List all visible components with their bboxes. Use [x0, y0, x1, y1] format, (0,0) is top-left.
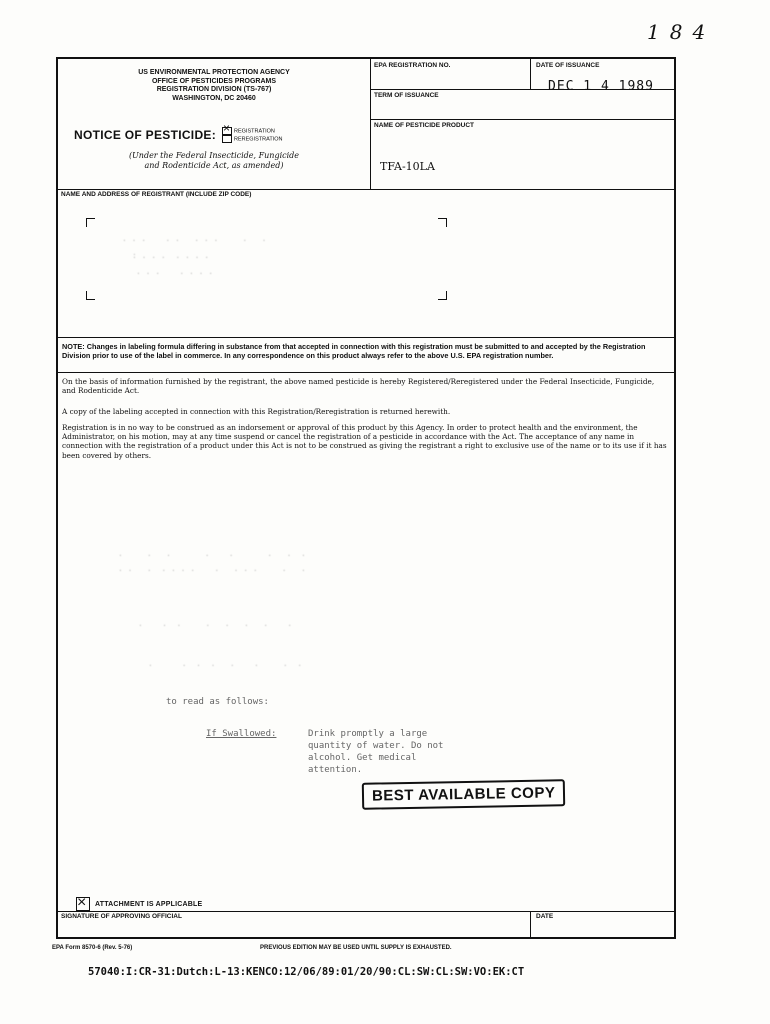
agency-block — [58, 69, 370, 103]
product-name-value: TFA-10LA — [380, 160, 435, 173]
redacted-address-line: . . . . . . . . . . — [122, 234, 267, 243]
reregistration-option-label: REREGISTRATION — [234, 136, 283, 143]
faded-text-line: . . . . . . . . — [148, 659, 303, 668]
address-corner-bl — [86, 291, 95, 300]
under-act-line2: and Rodenticide Act, as amended) — [144, 161, 284, 170]
registration-checkbox[interactable] — [222, 127, 232, 135]
signature-label: SIGNATURE OF APPROVING OFFICIAL — [61, 913, 182, 920]
term-rule — [370, 119, 674, 120]
note-text: NOTE: Changes in labeling formula differing in substance from that accepted in connection with this registration must be submitted to and accepted by the Registration Division prior to use of the label in commerce. In any correspondence on this product always refer to the above U.S. EPA registration number. — [62, 342, 646, 361]
document-code-line: 57040:I:CR-31:Dutch:L-13:KENCO:12/06/89:01/20/90:CL:SW:CL:SW:VO:EK:CT — [88, 966, 525, 978]
faded-text-line: . . . . . . . . — [138, 619, 293, 628]
if-swallowed-text-3: alcohol. Get medical — [308, 753, 417, 763]
agency-division: REGISTRATION DIVISION (TS-767) — [156, 86, 272, 93]
address-corner-tl — [86, 218, 95, 227]
date-of-issuance-value: DEC 1 4 1989 — [548, 79, 654, 94]
notice-title-row — [74, 127, 283, 144]
epa-reg-no-label: EPA REGISTRATION NO. — [374, 62, 451, 69]
notice-title: NOTICE OF PESTICIDE: — [74, 128, 217, 143]
agency-office: OFFICE OF PESTICIDES PROGRAMS — [151, 77, 277, 85]
reregistration-checkbox[interactable] — [222, 135, 232, 143]
if-swallowed-text-4: attention. — [308, 765, 363, 775]
if-swallowed-text-2: quantity of water. Do not — [308, 741, 444, 751]
disclaimer-paragraph: Registration is in no way to be construed as an indorsement or approval of this product by this Agency. In order to protect health and the environment, the Administrator, on his motion, may at any time suspend or cancel the registration of a pesticide in accordance with the Act. The acceptance of any name in connection with the registration of a product under this Act is not to be construed as giving the registrant a right to exclusive use of the name or to its use if it has been covered by others. — [62, 423, 667, 460]
header-divider — [370, 59, 371, 189]
note-bottom-rule — [58, 372, 674, 373]
signature-date-divider — [530, 911, 531, 939]
faded-instruction-line: to read as follows: — [166, 697, 269, 707]
date-divider — [530, 59, 531, 89]
labeling-paragraph: A copy of the labeling accepted in connection with this Registration/Reregistration is returned herewith. — [62, 407, 451, 416]
note-paragraph — [62, 342, 670, 360]
under-act-note — [58, 151, 370, 171]
previous-edition-note: PREVIOUS EDITION MAY BE USED UNTIL SUPPLY IS EXHAUSTED. — [260, 945, 452, 951]
faded-text-line: . . . . . . . . . . . . . — [118, 564, 306, 573]
under-act-line1: (Under the Federal Insecticide, Fungicide — [128, 151, 300, 160]
product-name-label: NAME OF PESTICIDE PRODUCT — [374, 122, 475, 129]
header-bottom-rule — [58, 189, 674, 190]
date-label: DATE — [536, 913, 554, 920]
attachment-label: ATTACHMENT IS APPLICABLE — [95, 900, 203, 908]
note-top-rule — [58, 337, 674, 338]
basis-paragraph: On the basis of information furnished by the registrant, the above named pesticide is hereby Registered/Reregistered under the Federal Insecticide, Fungicide, and Rodenticide Act. — [62, 377, 655, 396]
signature-rule — [58, 911, 674, 912]
registration-options — [222, 127, 283, 144]
registrant-label: NAME AND ADDRESS OF REGISTRANT (INCLUDE ZIP CODE) — [61, 191, 252, 198]
attachment-row — [76, 897, 202, 911]
best-available-copy-stamp: BEST AVAILABLE COPY — [362, 779, 566, 810]
registration-option-label: REGISTRATION — [234, 128, 275, 135]
agency-name: US ENVIRONMENTAL PROTECTION AGENCY — [138, 69, 290, 76]
redacted-address-line: : . . . . . . . — [132, 251, 210, 260]
attachment-checkbox[interactable] — [76, 897, 90, 911]
form-number: EPA Form 8570-6 (Rev. 5-76) — [52, 945, 133, 951]
redacted-address-line: . . . . . . . — [136, 267, 214, 276]
agency-address: WASHINGTON, DC 20460 — [172, 94, 256, 102]
page-mark: 184 — [647, 20, 716, 44]
faded-text-line: . . . . . . . . — [118, 549, 306, 558]
if-swallowed-label: If Swallowed: — [206, 729, 277, 739]
term-of-issuance-label: TERM OF ISSUANCE — [374, 92, 439, 99]
if-swallowed-text-1: Drink promptly a large — [308, 729, 428, 739]
address-corner-br — [438, 291, 447, 300]
address-corner-tr — [438, 218, 447, 227]
date-of-issuance-label: DATE OF ISSUANCE — [536, 62, 600, 69]
